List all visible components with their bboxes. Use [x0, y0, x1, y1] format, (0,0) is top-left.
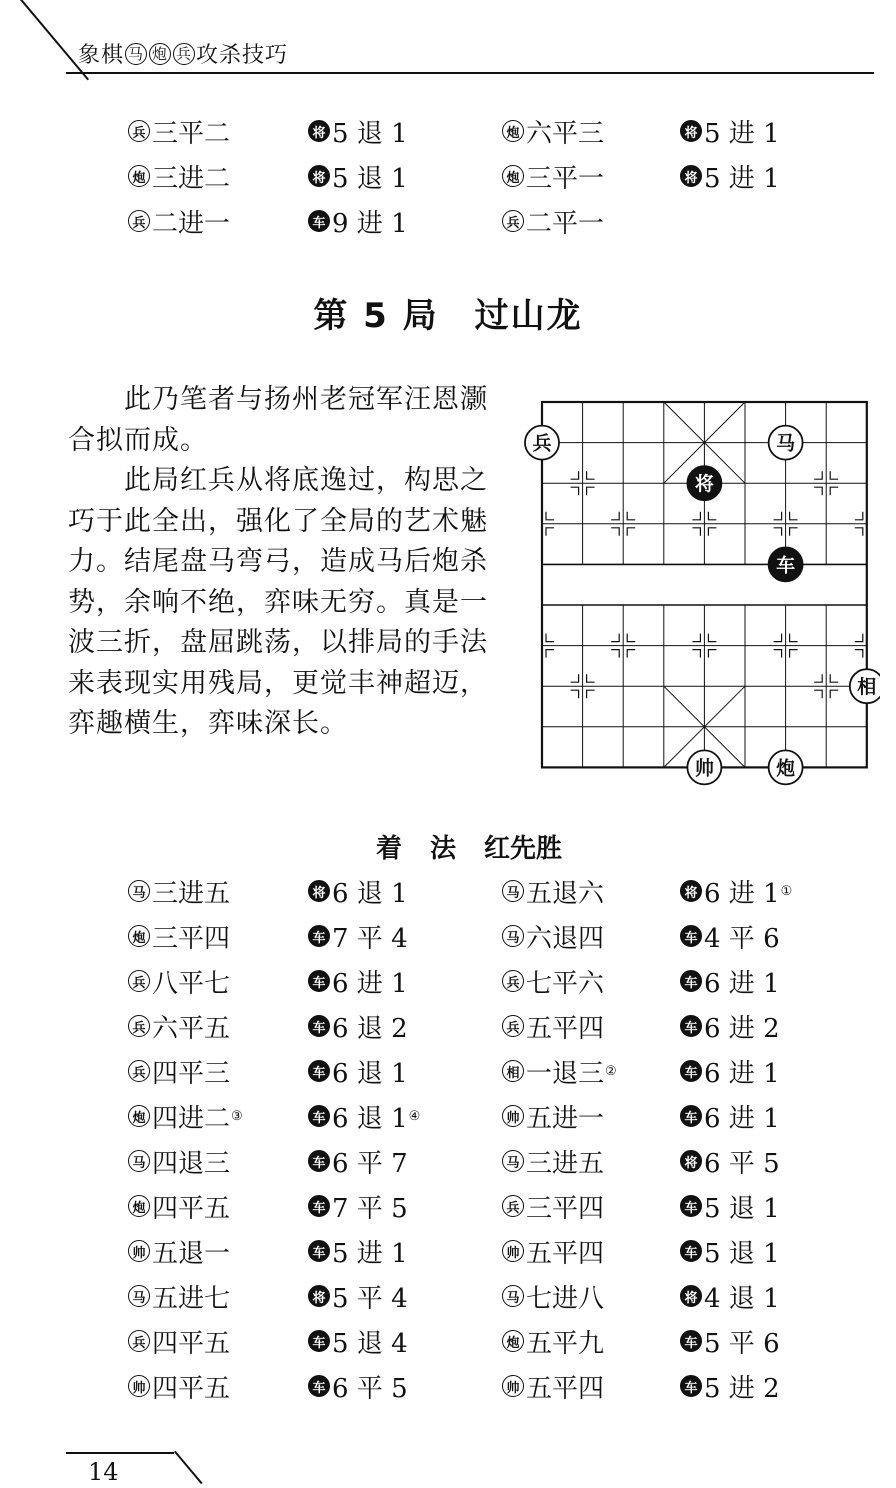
piece-symbol: 兵 — [128, 120, 150, 142]
move-cell — [502, 876, 605, 909]
position-marker — [611, 512, 619, 520]
position-marker — [587, 674, 595, 682]
move-text: 七平六 — [526, 968, 605, 999]
move-cell — [308, 1371, 408, 1404]
move-text: 5 退 1 — [704, 1193, 780, 1224]
piece-symbol: 车 — [680, 1240, 702, 1262]
move-cell — [680, 1191, 780, 1224]
move-text: 6 退 1 — [332, 1103, 408, 1134]
footer-diagonal-line — [174, 1451, 202, 1484]
position-marker — [708, 650, 716, 658]
position-marker — [708, 634, 716, 642]
piece-symbol: 炮 — [128, 165, 150, 187]
move-text: 三进二 — [152, 163, 231, 194]
move-cell — [128, 1281, 231, 1314]
move-text: 六平五 — [152, 1013, 231, 1044]
move-cell — [308, 921, 408, 954]
position-marker — [627, 634, 635, 642]
position-marker — [855, 634, 863, 642]
move-text: 5 退 1 — [332, 163, 408, 194]
move-cell — [502, 1236, 605, 1269]
move-text: 四进二 — [152, 1103, 231, 1134]
move-text: 三平四 — [526, 1193, 605, 1224]
move-text: 5 进 1 — [704, 163, 780, 194]
piece-symbol: 车 — [680, 970, 702, 992]
piece-symbol: 车 — [308, 925, 330, 947]
move-text: 二进一 — [152, 208, 231, 239]
piece-symbol: 将 — [308, 1285, 330, 1307]
move-cell — [128, 1011, 231, 1044]
move-cell — [502, 1191, 605, 1224]
move-text: 一退三 — [526, 1058, 605, 1089]
piece-symbol: 将 — [308, 880, 330, 902]
piece-symbol: 车 — [308, 1240, 330, 1262]
piece-symbol: 帅 — [502, 1105, 524, 1127]
move-text: 6 平 5 — [332, 1373, 408, 1404]
piece-symbol: 兵 — [128, 970, 150, 992]
piece-symbol: 车 — [308, 1330, 330, 1352]
move-cell — [502, 1326, 605, 1359]
piece-symbol: 炮 — [502, 165, 524, 187]
position-marker — [830, 487, 838, 495]
moves-heading-fa: 法 — [430, 834, 457, 864]
piece-symbol: 车 — [308, 210, 330, 232]
move-text: 9 进 1 — [332, 208, 408, 239]
position-marker — [611, 634, 619, 642]
move-text: 二平一 — [526, 208, 605, 239]
move-cell — [128, 1056, 231, 1089]
move-text: 6 退 2 — [332, 1013, 408, 1044]
position-marker — [546, 528, 554, 536]
piece-symbol: 将 — [308, 165, 330, 187]
move-cell — [308, 206, 408, 239]
move-text: 五平四 — [526, 1013, 605, 1044]
move-text: 三平四 — [152, 923, 231, 954]
move-text: 5 退 4 — [332, 1328, 408, 1359]
piece-symbol: 将 — [680, 120, 702, 142]
position-marker — [571, 674, 579, 682]
position-marker — [855, 512, 863, 520]
board-piece-label: 将 — [694, 473, 714, 496]
piece-symbol: 帅 — [128, 1375, 150, 1397]
piece-symbol: 兵 — [128, 1330, 150, 1352]
position-marker — [611, 650, 619, 658]
move-text: 6 进 1 — [704, 1058, 780, 1089]
header-suffix: 攻杀技巧 — [196, 43, 289, 68]
move-cell — [680, 116, 780, 149]
move-text: 八平七 — [152, 968, 231, 999]
piece-symbol: 炮 — [128, 1195, 150, 1217]
move-cell — [128, 1191, 231, 1224]
position-marker — [855, 528, 863, 536]
position-marker — [692, 634, 700, 642]
board-piece-label: 车 — [776, 554, 796, 577]
position-marker — [546, 650, 554, 658]
header-prefix: 象棋 — [78, 43, 125, 68]
position-marker — [546, 634, 554, 642]
position-marker — [546, 512, 554, 520]
position-marker — [587, 471, 595, 479]
piece-symbol: 相 — [502, 1060, 524, 1082]
move-text: 7 平 4 — [332, 923, 408, 954]
move-text: 6 平 5 — [704, 1148, 780, 1179]
move-cell — [128, 1146, 231, 1179]
move-cell — [308, 1056, 408, 1089]
piece-symbol: 炮 — [502, 1330, 524, 1352]
position-marker — [571, 690, 579, 698]
piece-symbol: 车 — [308, 1060, 330, 1082]
move-text: 七进八 — [526, 1283, 605, 1314]
move-cell — [502, 161, 605, 194]
piece-symbol: 马 — [502, 1285, 524, 1307]
move-cell — [680, 1326, 780, 1359]
header-circled-bing: 兵 — [173, 43, 195, 65]
move-cell — [128, 206, 231, 239]
move-cell — [680, 1281, 780, 1314]
position-marker — [814, 471, 822, 479]
position-marker — [571, 471, 579, 479]
move-text: 五平四 — [526, 1373, 605, 1404]
move-cell — [308, 1146, 408, 1179]
running-header — [78, 38, 288, 69]
piece-symbol: 兵 — [502, 970, 524, 992]
position-marker — [814, 674, 822, 682]
position-marker — [790, 650, 798, 658]
position-marker — [814, 487, 822, 495]
move-text: 4 平 6 — [704, 923, 780, 954]
position-marker — [587, 487, 595, 495]
move-cell — [128, 1371, 231, 1404]
piece-symbol: 帅 — [502, 1375, 524, 1397]
move-cell — [128, 921, 231, 954]
move-text: 6 平 7 — [332, 1148, 408, 1179]
move-text: 6 退 1 — [332, 1058, 408, 1089]
move-cell — [308, 1326, 408, 1359]
move-text: 六退四 — [526, 923, 605, 954]
board-piece-label: 马 — [776, 432, 796, 455]
piece-symbol: 马 — [502, 1150, 524, 1172]
move-cell — [308, 966, 408, 999]
move-text: 五平四 — [526, 1238, 605, 1269]
moves-heading-result: 红先胜 — [484, 834, 563, 864]
position-marker — [790, 512, 798, 520]
piece-symbol: 将 — [680, 880, 702, 902]
footnote-marker: ④ — [408, 1108, 421, 1124]
move-text: 三进五 — [526, 1148, 605, 1179]
move-text: 五进一 — [526, 1103, 605, 1134]
move-cell — [308, 1191, 408, 1224]
position-marker — [692, 512, 700, 520]
position-marker — [774, 528, 782, 536]
piece-symbol: 马 — [502, 880, 524, 902]
piece-symbol: 车 — [308, 1150, 330, 1172]
piece-symbol: 炮 — [128, 925, 150, 947]
piece-symbol: 车 — [680, 1015, 702, 1037]
move-text: 6 进 1 — [704, 968, 780, 999]
move-cell — [128, 1236, 231, 1269]
piece-symbol: 车 — [308, 1375, 330, 1397]
piece-symbol: 兵 — [502, 210, 524, 232]
move-cell — [680, 161, 780, 194]
position-marker — [692, 528, 700, 536]
position-marker — [855, 650, 863, 658]
position-marker — [830, 471, 838, 479]
move-text: 三进五 — [152, 878, 231, 909]
move-cell — [308, 161, 408, 194]
move-cell — [680, 1236, 780, 1269]
move-text: 6 进 2 — [704, 1013, 780, 1044]
move-cell — [308, 1236, 408, 1269]
piece-symbol: 车 — [680, 1330, 702, 1352]
move-cell — [680, 1056, 780, 1089]
move-cell — [128, 161, 231, 194]
move-cell — [308, 1011, 408, 1044]
move-cell — [502, 1146, 605, 1179]
move-text: 5 平 4 — [332, 1283, 408, 1314]
board-piece-label: 炮 — [776, 757, 796, 780]
move-text: 5 进 1 — [332, 1238, 408, 1269]
position-marker — [790, 528, 798, 536]
header-circled-ma: 马 — [125, 43, 147, 65]
intro-paragraph: 此乃笔者与扬州老冠军汪恩灏合拟而成。 — [68, 384, 488, 456]
move-cell — [680, 876, 793, 909]
move-cell — [128, 116, 231, 149]
move-cell — [308, 1101, 421, 1134]
commentary-paragraph: 此局红兵从将底逸过，构思之巧于此全出，强化了全局的艺术魅力。结尾盘马弯弓，造成马后炮杀势，余响不绝，弈味无穷。真是一波三折，盘屈跳荡，以排局的手法来表现实用残局，更觉丰神超迈，弈趣横生，弈味深长。 — [68, 465, 488, 739]
move-cell — [502, 1011, 605, 1044]
move-text: 五进七 — [152, 1283, 231, 1314]
footnote-marker: ③ — [231, 1108, 243, 1124]
move-text: 6 进 1 — [332, 968, 408, 999]
move-text: 7 平 5 — [332, 1193, 408, 1224]
position-marker — [627, 512, 635, 520]
move-text: 五退六 — [526, 878, 605, 909]
position-marker — [814, 690, 822, 698]
piece-symbol: 将 — [680, 1150, 702, 1172]
piece-symbol: 兵 — [502, 1015, 524, 1037]
move-cell — [128, 1326, 231, 1359]
move-text: 5 进 1 — [704, 118, 780, 149]
board-piece-label: 兵 — [532, 432, 552, 455]
position-marker — [708, 528, 716, 536]
piece-symbol: 车 — [680, 1105, 702, 1127]
move-cell — [308, 116, 408, 149]
piece-symbol: 炮 — [128, 1105, 150, 1127]
piece-symbol: 帅 — [128, 1240, 150, 1262]
move-cell — [502, 116, 605, 149]
move-cell — [680, 1371, 780, 1404]
page-number: 14 — [88, 1458, 119, 1486]
position-marker — [774, 650, 782, 658]
piece-symbol: 车 — [680, 925, 702, 947]
piece-symbol: 马 — [128, 880, 150, 902]
move-cell — [502, 1056, 617, 1089]
move-text: 四退三 — [152, 1148, 231, 1179]
move-text: 三平二 — [152, 118, 231, 149]
move-text: 4 退 1 — [704, 1283, 780, 1314]
piece-symbol: 车 — [308, 1195, 330, 1217]
move-cell — [502, 206, 605, 239]
move-cell — [502, 1371, 605, 1404]
move-cell — [502, 966, 605, 999]
piece-symbol: 兵 — [128, 210, 150, 232]
move-cell — [308, 1281, 408, 1314]
position-marker — [830, 690, 838, 698]
piece-symbol: 将 — [680, 1285, 702, 1307]
position-marker — [708, 512, 716, 520]
piece-symbol: 车 — [680, 1195, 702, 1217]
move-cell — [680, 921, 780, 954]
position-marker — [774, 512, 782, 520]
piece-symbol: 马 — [502, 925, 524, 947]
piece-symbol: 车 — [308, 970, 330, 992]
piece-symbol: 兵 — [128, 1060, 150, 1082]
move-text: 五退一 — [152, 1238, 231, 1269]
position-marker — [627, 650, 635, 658]
header-circled-pao: 炮 — [149, 43, 171, 65]
piece-symbol: 帅 — [502, 1240, 524, 1262]
board-piece-label: 帅 — [694, 757, 714, 780]
move-cell — [308, 876, 408, 909]
position-marker — [587, 690, 595, 698]
move-text: 四平五 — [152, 1328, 231, 1359]
piece-symbol: 车 — [308, 1015, 330, 1037]
position-marker — [774, 634, 782, 642]
position-marker — [571, 487, 579, 495]
move-text: 四平五 — [152, 1193, 231, 1224]
piece-symbol: 马 — [128, 1285, 150, 1307]
move-text: 6 进 1 — [704, 878, 780, 909]
footnote-marker: ② — [605, 1063, 617, 1079]
move-text: 五平九 — [526, 1328, 605, 1359]
position-marker — [692, 650, 700, 658]
piece-symbol: 车 — [680, 1060, 702, 1082]
moves-heading-zhe: 着 — [376, 834, 403, 864]
position-marker — [830, 674, 838, 682]
board-piece-label: 相 — [857, 676, 877, 699]
move-cell — [128, 966, 231, 999]
move-cell — [502, 1101, 605, 1134]
piece-symbol: 兵 — [502, 1195, 524, 1217]
piece-symbol: 将 — [308, 120, 330, 142]
move-cell — [680, 1101, 780, 1134]
move-text: 5 退 1 — [704, 1238, 780, 1269]
move-cell — [128, 1101, 243, 1134]
move-text: 5 平 6 — [704, 1328, 780, 1359]
footnote-marker: ① — [780, 883, 793, 899]
move-text: 5 退 1 — [332, 118, 408, 149]
move-text: 5 进 2 — [704, 1373, 780, 1404]
move-cell — [128, 876, 231, 909]
move-cell — [680, 1011, 780, 1044]
move-text: 6 退 1 — [332, 878, 408, 909]
piece-symbol: 车 — [308, 1105, 330, 1127]
footer-rule — [66, 1452, 174, 1454]
move-cell — [502, 1281, 605, 1314]
piece-symbol: 炮 — [502, 120, 524, 142]
move-text: 四平三 — [152, 1058, 231, 1089]
moves-heading — [376, 828, 562, 865]
header-rule — [66, 72, 874, 74]
game-title: 第 5 局 过山龙 — [313, 296, 583, 336]
move-text: 四平五 — [152, 1373, 231, 1404]
move-cell — [502, 921, 605, 954]
xiangqi-board-diagram — [520, 392, 880, 792]
piece-symbol: 兵 — [128, 1015, 150, 1037]
move-text: 6 进 1 — [704, 1103, 780, 1134]
move-text: 六平三 — [526, 118, 605, 149]
position-marker — [627, 528, 635, 536]
piece-symbol: 车 — [680, 1375, 702, 1397]
position-marker — [611, 528, 619, 536]
move-text: 三平一 — [526, 163, 605, 194]
move-cell — [680, 966, 780, 999]
position-marker — [790, 634, 798, 642]
piece-symbol: 将 — [680, 165, 702, 187]
move-cell — [680, 1146, 780, 1179]
piece-symbol: 马 — [128, 1150, 150, 1172]
